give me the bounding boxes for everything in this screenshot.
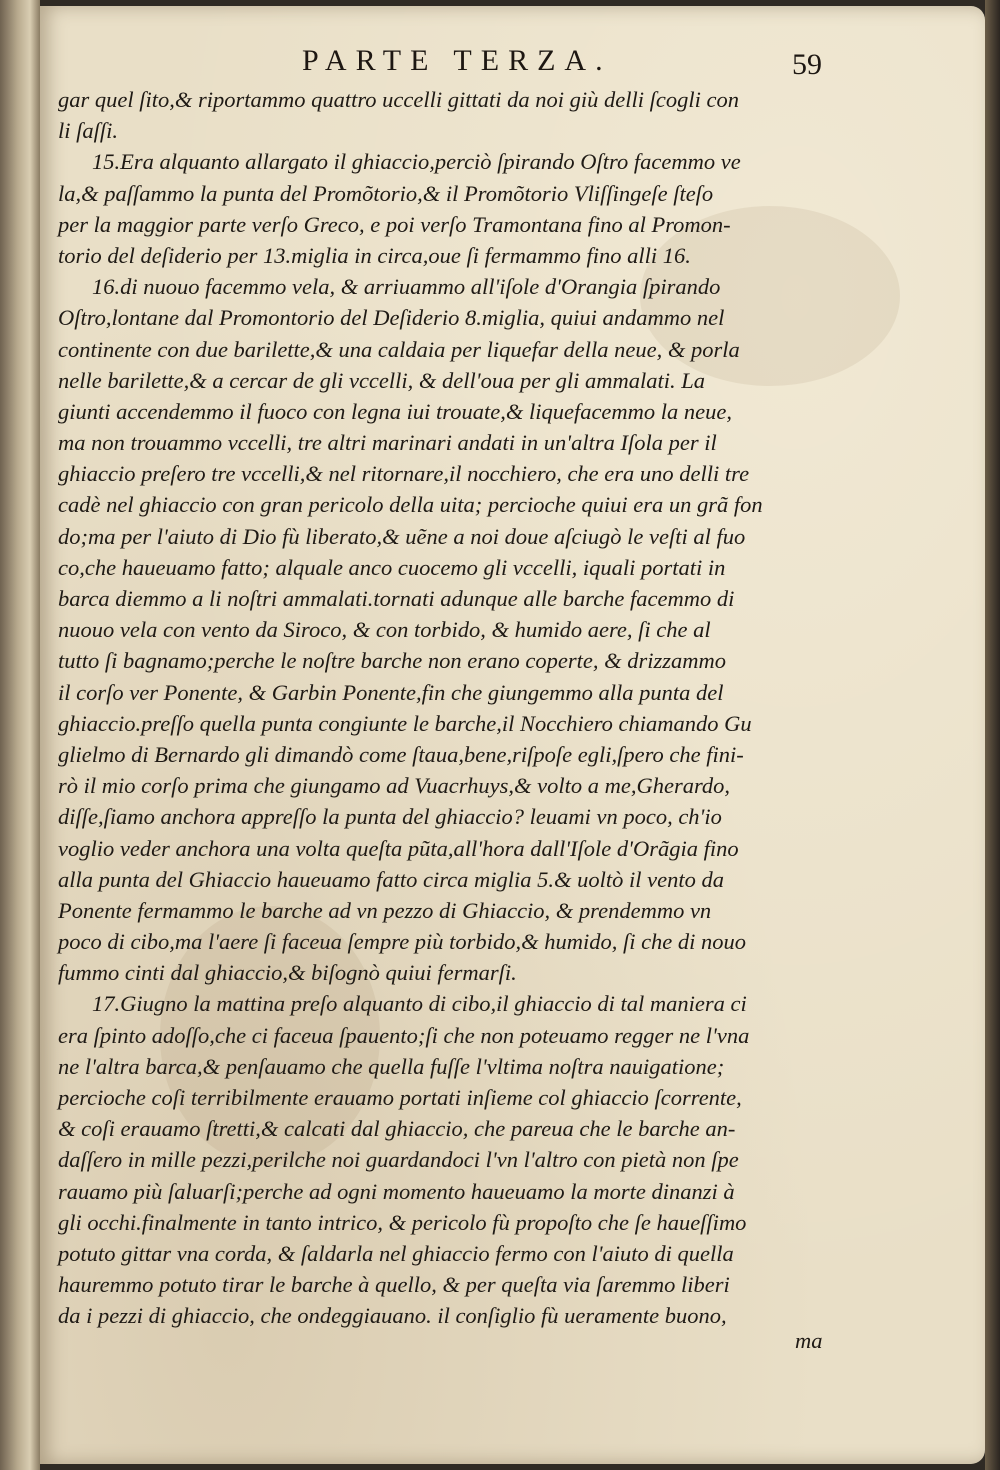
- text-line: giunti accendemmo il fuoco con legna iui trouate,& liquefacemmo la neue,: [58, 398, 733, 424]
- facing-page-edge: [0, 0, 40, 1470]
- text-line: fummo cinti dal ghiaccio,& biſognò quiui fermarſi.: [58, 960, 517, 986]
- text-line: nelle barilette,& a cercar de gli vccelli, & dell'oua per gli ammalati. La: [58, 367, 705, 393]
- book-page: [40, 6, 985, 1464]
- text-line: potuto gittar vna corda, & ſaldarla nel ghiaccio fermo con l'aiuto di quella: [58, 1240, 734, 1266]
- text-line: Ponente fermammo le barche ad vn pezzo di Ghiaccio, & prendemmo vn: [58, 897, 712, 923]
- text-line: tutto ſi bagnamo;perche le noſtre barche non erano coperte, & drizzammo: [58, 648, 727, 674]
- text-line: 16.di nuouo facemmo vela, & arriuammo all'iſole d'Orangia ſpirando: [92, 274, 721, 300]
- text-line: glielmo di Bernardo gli dimandò come ſtaua,bene,riſpoſe egli,ſpero che fini-: [58, 741, 744, 767]
- text-line: 17.Giugno la mattina preſo alquanto di cibo,il ghiaccio di tal maniera ci: [92, 991, 747, 1017]
- text-line: co,che haueuamo fatto; alquale anco cuocemo gli vccelli, iquali portati in: [58, 554, 726, 580]
- page-number: 59: [792, 48, 822, 81]
- text-line: poco di cibo,ma l'aere ſi faceua ſempre più torbido,& humido, ſi che di nouo: [58, 929, 747, 955]
- text-line: hauremmo potuto tirar le barche à quello, & per queſta via ſaremmo liberi: [58, 1272, 730, 1298]
- text-line: gli occhi.finalmente in tanto intrico, & pericolo fù propoſto che ſe haueſſimo: [58, 1209, 747, 1235]
- text-line: ghiaccio preſero tre vccelli,& nel ritornare,il nocchiero, che era uno delli tre: [58, 461, 750, 487]
- text-line: do;ma per l'aiuto di Dio fù liberato,& uẽne a noi doue aſciugò le veſti al fuo: [58, 523, 746, 549]
- text-line: torio del deſiderio per 13.miglia in circa,oue ſi fermammo fino alli 16.: [58, 242, 691, 268]
- text-line: Oſtro,lontane dal Promontorio del Deſiderio 8.miglia, quiui andammo nel: [58, 305, 725, 331]
- text-line: nuouo vela con vento da Siroco, & con torbido, & humido aere, ſi che al: [58, 617, 711, 643]
- text-line: il corſo ver Ponente, & Garbin Ponente,fin che giungemmo alla punta del: [58, 679, 724, 705]
- catchword: ma: [795, 1328, 823, 1353]
- text-line: la,& paſſammo la punta del Promõtorio,& il Promõtorio Vliſſingeſe ſteſo: [58, 180, 714, 206]
- text-line: percioche coſi terribilmente erauamo portati inſieme col ghiaccio ſcorrente,: [58, 1085, 742, 1110]
- running-head: PARTE TERZA.: [302, 44, 612, 77]
- text-line: & coſi erauamo ſtretti,& calcati dal ghiaccio, che pareua che le barche an-: [58, 1116, 736, 1142]
- text-line: da i pezzi di ghiaccio, che ondeggiauano. il conſiglio fù ueramente buono,: [58, 1303, 727, 1329]
- text-line: barca diemmo a li noſtri ammalati.tornati adunque alle barche facemmo di: [58, 586, 735, 611]
- text-line: continente con due barilette,& una caldaia per liquefar della neue, & porla: [58, 336, 740, 362]
- page-header: [40, 44, 985, 86]
- text-line: ma non trouammo vccelli, tre altri marinari andati in un'altra Iſola per il: [58, 430, 717, 456]
- text-line: cadè nel ghiaccio con gran pericolo della uita; percioche quiui era un grã fon: [58, 492, 763, 518]
- text-line: rauamo più ſaluarſi;perche ad ogni momento haueuamo la morte dinanzi à: [58, 1178, 735, 1204]
- text-line: alla punta del Ghiaccio haueuamo fatto circa miglia 5.& uoltò il vento da: [58, 866, 724, 892]
- text-line: rò il mio corſo prima che giungamo ad Vuacrhuys,& volto a me,Gherardo,: [58, 773, 731, 799]
- text-line: 15.Era alquanto allargato il ghiaccio,perciò ſpirando Oſtro facemmo ve: [92, 149, 741, 175]
- body-text: [58, 84, 858, 1332]
- text-line: gar quel ſito,& riportammo quattro uccelli gittati da noi giù delli ſcogli con: [58, 87, 739, 112]
- text-line: diſſe,ſiamo anchora appreſſo la punta del ghiaccio? leuami vn poco, ch'io: [58, 804, 722, 830]
- page-edge-shadow: [985, 0, 1000, 1470]
- text-line: ghiaccio.preſſo quella punta congiunte le barche,il Nocchiero chiamando Gu: [58, 710, 752, 736]
- text-line: li ſaſſi.: [58, 118, 119, 144]
- text-line: daſſero in mille pezzi,perilche noi guardandoci l'vn l'altro con pietà non ſpe: [58, 1147, 739, 1173]
- text-line: era ſpinto adoſſo,che ci faceua ſpauento;ſi che non poteuamo regger ne l'vna: [58, 1022, 750, 1048]
- text-line: per la maggior parte verſo Greco, e poi verſo Tramontana fino al Promon-: [58, 211, 731, 237]
- text-line: voglio veder anchora una volta queſta pũta,all'hora dall'Iſole d'Orãgia fino: [58, 835, 739, 861]
- text-line: ne l'altra barca,& penſauamo che quella fuſſe l'vltima noſtra nauigatione;: [58, 1053, 725, 1079]
